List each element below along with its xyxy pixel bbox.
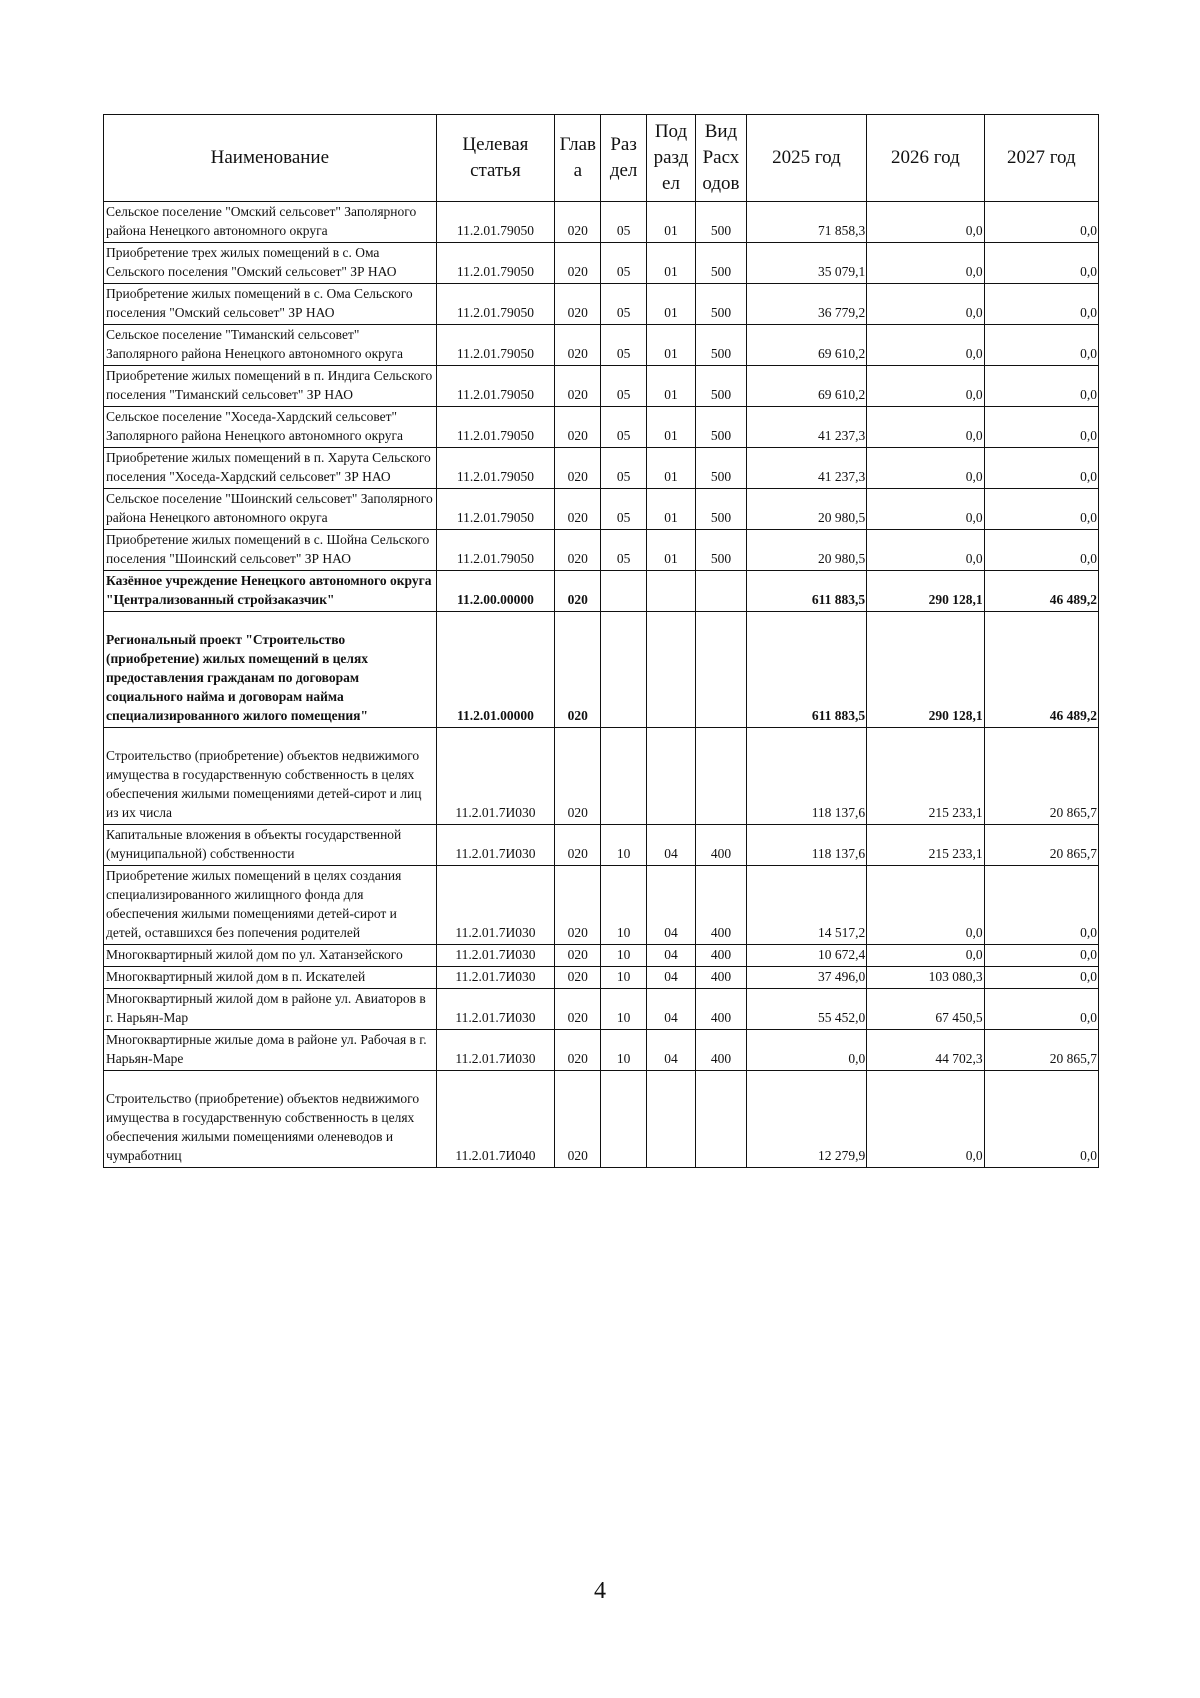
cell-name: Строительство (приобретение) объектов недвижимого имущества в государственную собственность в целях обеспечения жилыми помещениями оленеводов и чумработниц [104, 1071, 437, 1168]
cell-year-2025: 37 496,0 [746, 967, 867, 989]
cell-expense-type: 500 [696, 448, 746, 489]
cell-subsection: 01 [646, 489, 695, 530]
cell-chapter: 020 [555, 571, 601, 612]
table-row [104, 325, 1099, 366]
cell-year-2026: 67 450,5 [867, 989, 984, 1030]
cell-year-2027: 0,0 [984, 989, 1098, 1030]
cell-section: 05 [601, 407, 646, 448]
cell-year-2025: 10 672,4 [746, 945, 867, 967]
cell-section [601, 571, 646, 612]
table-row [104, 1071, 1099, 1168]
table-row [104, 448, 1099, 489]
cell-target-article: 11.2.01.7И030 [436, 989, 554, 1030]
cell-year-2027: 0,0 [984, 407, 1098, 448]
cell-year-2025: 118 137,6 [746, 728, 867, 825]
cell-expense-type: 400 [696, 825, 746, 866]
cell-target-article: 11.2.01.79050 [436, 202, 554, 243]
header-year-2026: 2026 год [867, 115, 984, 202]
cell-year-2025: 20 980,5 [746, 530, 867, 571]
cell-chapter: 020 [555, 945, 601, 967]
cell-year-2027: 0,0 [984, 284, 1098, 325]
cell-expense-type: 400 [696, 967, 746, 989]
cell-chapter: 020 [555, 448, 601, 489]
cell-name: Приобретение жилых помещений в п. Индига Сельского поселения "Тиманский сельсовет" ЗР НАО [104, 366, 437, 407]
cell-year-2026: 0,0 [867, 325, 984, 366]
cell-section: 05 [601, 284, 646, 325]
cell-year-2027: 0,0 [984, 202, 1098, 243]
cell-chapter: 020 [555, 530, 601, 571]
cell-year-2025: 12 279,9 [746, 1071, 867, 1168]
cell-name: Сельское поселение "Шоинский сельсовет" Заполярного района Ненецкого автономного округа [104, 489, 437, 530]
cell-name: Многоквартирный жилой дом по ул. Хатанзейского [104, 945, 437, 967]
table-row [104, 825, 1099, 866]
header-target-article: Целевая статья [436, 115, 554, 202]
table-row [104, 202, 1099, 243]
cell-year-2026: 0,0 [867, 866, 984, 945]
header-subsection: Под разд ел [646, 115, 695, 202]
cell-year-2026: 0,0 [867, 284, 984, 325]
cell-expense-type [696, 1071, 746, 1168]
cell-chapter: 020 [555, 1030, 601, 1071]
page-number: 4 [594, 1578, 606, 1604]
cell-target-article: 11.2.01.79050 [436, 243, 554, 284]
cell-subsection: 04 [646, 945, 695, 967]
cell-year-2026: 0,0 [867, 489, 984, 530]
cell-target-article: 11.2.01.79050 [436, 325, 554, 366]
cell-year-2025: 611 883,5 [746, 571, 867, 612]
cell-year-2025: 55 452,0 [746, 989, 867, 1030]
cell-chapter: 020 [555, 825, 601, 866]
cell-expense-type: 500 [696, 366, 746, 407]
cell-chapter: 020 [555, 612, 601, 728]
budget-table [103, 114, 1099, 1168]
cell-chapter: 020 [555, 728, 601, 825]
cell-year-2026: 44 702,3 [867, 1030, 984, 1071]
table-row [104, 866, 1099, 945]
cell-section: 05 [601, 325, 646, 366]
cell-year-2025: 69 610,2 [746, 366, 867, 407]
cell-expense-type: 400 [696, 945, 746, 967]
cell-year-2026: 0,0 [867, 1071, 984, 1168]
header-year-2027: 2027 год [984, 115, 1098, 202]
cell-year-2026: 0,0 [867, 407, 984, 448]
cell-year-2027: 46 489,2 [984, 612, 1098, 728]
cell-year-2027: 0,0 [984, 489, 1098, 530]
cell-name: Многоквартирные жилые дома в районе ул. Рабочая в г. Нарьян-Маре [104, 1030, 437, 1071]
cell-target-article: 11.2.01.7И040 [436, 1071, 554, 1168]
cell-expense-type: 400 [696, 866, 746, 945]
cell-year-2026: 290 128,1 [867, 571, 984, 612]
cell-year-2025: 41 237,3 [746, 448, 867, 489]
cell-target-article: 11.2.01.79050 [436, 489, 554, 530]
cell-name: Казённое учреждение Ненецкого автономного округа "Централизованный стройзаказчик" [104, 571, 437, 612]
table-row [104, 530, 1099, 571]
cell-section: 05 [601, 448, 646, 489]
cell-section: 10 [601, 1030, 646, 1071]
cell-name: Приобретение жилых помещений в с. Шойна Сельского поселения "Шоинский сельсовет" ЗР НАО [104, 530, 437, 571]
cell-subsection: 01 [646, 366, 695, 407]
table-row [104, 728, 1099, 825]
cell-chapter: 020 [555, 202, 601, 243]
cell-subsection: 04 [646, 989, 695, 1030]
table-body [104, 202, 1099, 1168]
cell-year-2026: 0,0 [867, 448, 984, 489]
cell-year-2027: 0,0 [984, 448, 1098, 489]
cell-target-article: 11.2.01.7И030 [436, 866, 554, 945]
cell-year-2025: 118 137,6 [746, 825, 867, 866]
cell-year-2025: 41 237,3 [746, 407, 867, 448]
cell-target-article: 11.2.01.79050 [436, 407, 554, 448]
table-row [104, 989, 1099, 1030]
cell-subsection [646, 612, 695, 728]
cell-expense-type: 500 [696, 202, 746, 243]
cell-target-article: 11.2.01.7И030 [436, 945, 554, 967]
cell-year-2025: 36 779,2 [746, 284, 867, 325]
cell-section: 05 [601, 243, 646, 284]
cell-year-2027: 20 865,7 [984, 728, 1098, 825]
cell-expense-type [696, 571, 746, 612]
cell-chapter: 020 [555, 866, 601, 945]
cell-expense-type: 500 [696, 325, 746, 366]
cell-chapter: 020 [555, 407, 601, 448]
cell-target-article: 11.2.01.79050 [436, 530, 554, 571]
cell-year-2026: 0,0 [867, 366, 984, 407]
cell-year-2027: 0,0 [984, 366, 1098, 407]
table-row [104, 243, 1099, 284]
cell-name: Приобретение жилых помещений в с. Ома Сельского поселения "Омский сельсовет" ЗР НАО [104, 284, 437, 325]
cell-section: 05 [601, 202, 646, 243]
cell-section: 10 [601, 825, 646, 866]
cell-expense-type [696, 728, 746, 825]
cell-subsection: 01 [646, 407, 695, 448]
cell-expense-type: 500 [696, 284, 746, 325]
cell-year-2027: 20 865,7 [984, 825, 1098, 866]
cell-year-2027: 0,0 [984, 967, 1098, 989]
cell-subsection [646, 1071, 695, 1168]
cell-section: 05 [601, 489, 646, 530]
cell-year-2025: 0,0 [746, 1030, 867, 1071]
cell-section: 05 [601, 530, 646, 571]
table-row [104, 945, 1099, 967]
cell-year-2026: 103 080,3 [867, 967, 984, 989]
cell-expense-type [696, 612, 746, 728]
cell-name: Многоквартирный жилой дом в районе ул. Авиаторов в г. Нарьян-Мар [104, 989, 437, 1030]
cell-year-2025: 71 858,3 [746, 202, 867, 243]
table-row [104, 407, 1099, 448]
table-row [104, 612, 1099, 728]
cell-chapter: 020 [555, 989, 601, 1030]
cell-section: 10 [601, 967, 646, 989]
header-section: Раз дел [601, 115, 646, 202]
cell-name: Приобретение жилых помещений в целях создания специализированного жилищного фонда для обеспечения жилыми помещениями детей-сирот и детей, оставшихся без попечения родителей [104, 866, 437, 945]
cell-chapter: 020 [555, 967, 601, 989]
cell-year-2027: 20 865,7 [984, 1030, 1098, 1071]
table-row [104, 1030, 1099, 1071]
cell-year-2026: 0,0 [867, 202, 984, 243]
cell-name: Сельское поселение "Омский сельсовет" Заполярного района Ненецкого автономного округа [104, 202, 437, 243]
cell-year-2026: 0,0 [867, 243, 984, 284]
cell-name: Приобретение трех жилых помещений в с. Ома Сельского поселения "Омский сельсовет" ЗР НАО [104, 243, 437, 284]
cell-year-2026: 0,0 [867, 530, 984, 571]
cell-year-2025: 20 980,5 [746, 489, 867, 530]
cell-subsection: 01 [646, 530, 695, 571]
cell-name: Многоквартирный жилой дом в п. Искателей [104, 967, 437, 989]
cell-subsection: 04 [646, 825, 695, 866]
cell-subsection: 01 [646, 243, 695, 284]
cell-section: 05 [601, 366, 646, 407]
cell-section: 10 [601, 945, 646, 967]
cell-target-article: 11.2.00.00000 [436, 571, 554, 612]
cell-expense-type: 500 [696, 407, 746, 448]
header-year-2025: 2025 год [746, 115, 867, 202]
cell-year-2027: 0,0 [984, 243, 1098, 284]
cell-year-2026: 0,0 [867, 945, 984, 967]
cell-year-2027: 0,0 [984, 325, 1098, 366]
cell-chapter: 020 [555, 489, 601, 530]
cell-year-2025: 35 079,1 [746, 243, 867, 284]
table-row [104, 489, 1099, 530]
cell-chapter: 020 [555, 284, 601, 325]
cell-chapter: 020 [555, 1071, 601, 1168]
cell-expense-type: 400 [696, 1030, 746, 1071]
cell-year-2027: 0,0 [984, 530, 1098, 571]
cell-target-article: 11.2.01.79050 [436, 448, 554, 489]
table-header-row [104, 115, 1099, 202]
cell-year-2026: 215 233,1 [867, 825, 984, 866]
cell-section [601, 728, 646, 825]
cell-subsection [646, 728, 695, 825]
cell-subsection [646, 571, 695, 612]
table-row [104, 571, 1099, 612]
cell-expense-type: 400 [696, 989, 746, 1030]
cell-subsection: 01 [646, 325, 695, 366]
cell-year-2025: 69 610,2 [746, 325, 867, 366]
table-row [104, 366, 1099, 407]
cell-name: Сельское поселение "Тиманский сельсовет" Заполярного района Ненецкого автономного округа [104, 325, 437, 366]
cell-section: 10 [601, 989, 646, 1030]
cell-subsection: 04 [646, 967, 695, 989]
cell-target-article: 11.2.01.00000 [436, 612, 554, 728]
cell-name: Региональный проект "Строительство (приобретение) жилых помещений в целях предоставления гражданам по договорам социального найма и договорам найма специализированного жилого помещения" [104, 612, 437, 728]
header-expense-type: Вид Расх одов [696, 115, 746, 202]
cell-name: Капитальные вложения в объекты государственной (муниципальной) собственности [104, 825, 437, 866]
cell-target-article: 11.2.01.7И030 [436, 825, 554, 866]
cell-name: Приобретение жилых помещений в п. Харута Сельского поселения "Хоседа-Хардский сельсовет" ЗР НАО [104, 448, 437, 489]
cell-subsection: 01 [646, 202, 695, 243]
cell-target-article: 11.2.01.7И030 [436, 728, 554, 825]
header-name: Наименование [104, 115, 437, 202]
cell-section: 10 [601, 866, 646, 945]
cell-chapter: 020 [555, 366, 601, 407]
cell-year-2026: 215 233,1 [867, 728, 984, 825]
cell-year-2027: 0,0 [984, 945, 1098, 967]
cell-expense-type: 500 [696, 243, 746, 284]
cell-subsection: 04 [646, 866, 695, 945]
cell-subsection: 01 [646, 448, 695, 489]
cell-target-article: 11.2.01.79050 [436, 366, 554, 407]
table-row [104, 967, 1099, 989]
cell-year-2027: 0,0 [984, 866, 1098, 945]
cell-target-article: 11.2.01.79050 [436, 284, 554, 325]
cell-section [601, 1071, 646, 1168]
cell-year-2027: 46 489,2 [984, 571, 1098, 612]
cell-target-article: 11.2.01.7И030 [436, 967, 554, 989]
cell-target-article: 11.2.01.7И030 [436, 1030, 554, 1071]
cell-name: Строительство (приобретение) объектов недвижимого имущества в государственную собственность в целях обеспечения жилыми помещениями детей-сирот и лиц из их числа [104, 728, 437, 825]
cell-year-2025: 611 883,5 [746, 612, 867, 728]
cell-name: Сельское поселение "Хоседа-Хардский сельсовет" Заполярного района Ненецкого автономного округа [104, 407, 437, 448]
cell-year-2026: 290 128,1 [867, 612, 984, 728]
cell-subsection: 01 [646, 284, 695, 325]
cell-section [601, 612, 646, 728]
table-row [104, 284, 1099, 325]
cell-chapter: 020 [555, 325, 601, 366]
header-chapter: Глав а [555, 115, 601, 202]
cell-chapter: 020 [555, 243, 601, 284]
cell-year-2025: 14 517,2 [746, 866, 867, 945]
cell-expense-type: 500 [696, 489, 746, 530]
cell-subsection: 04 [646, 1030, 695, 1071]
cell-expense-type: 500 [696, 530, 746, 571]
cell-year-2027: 0,0 [984, 1071, 1098, 1168]
